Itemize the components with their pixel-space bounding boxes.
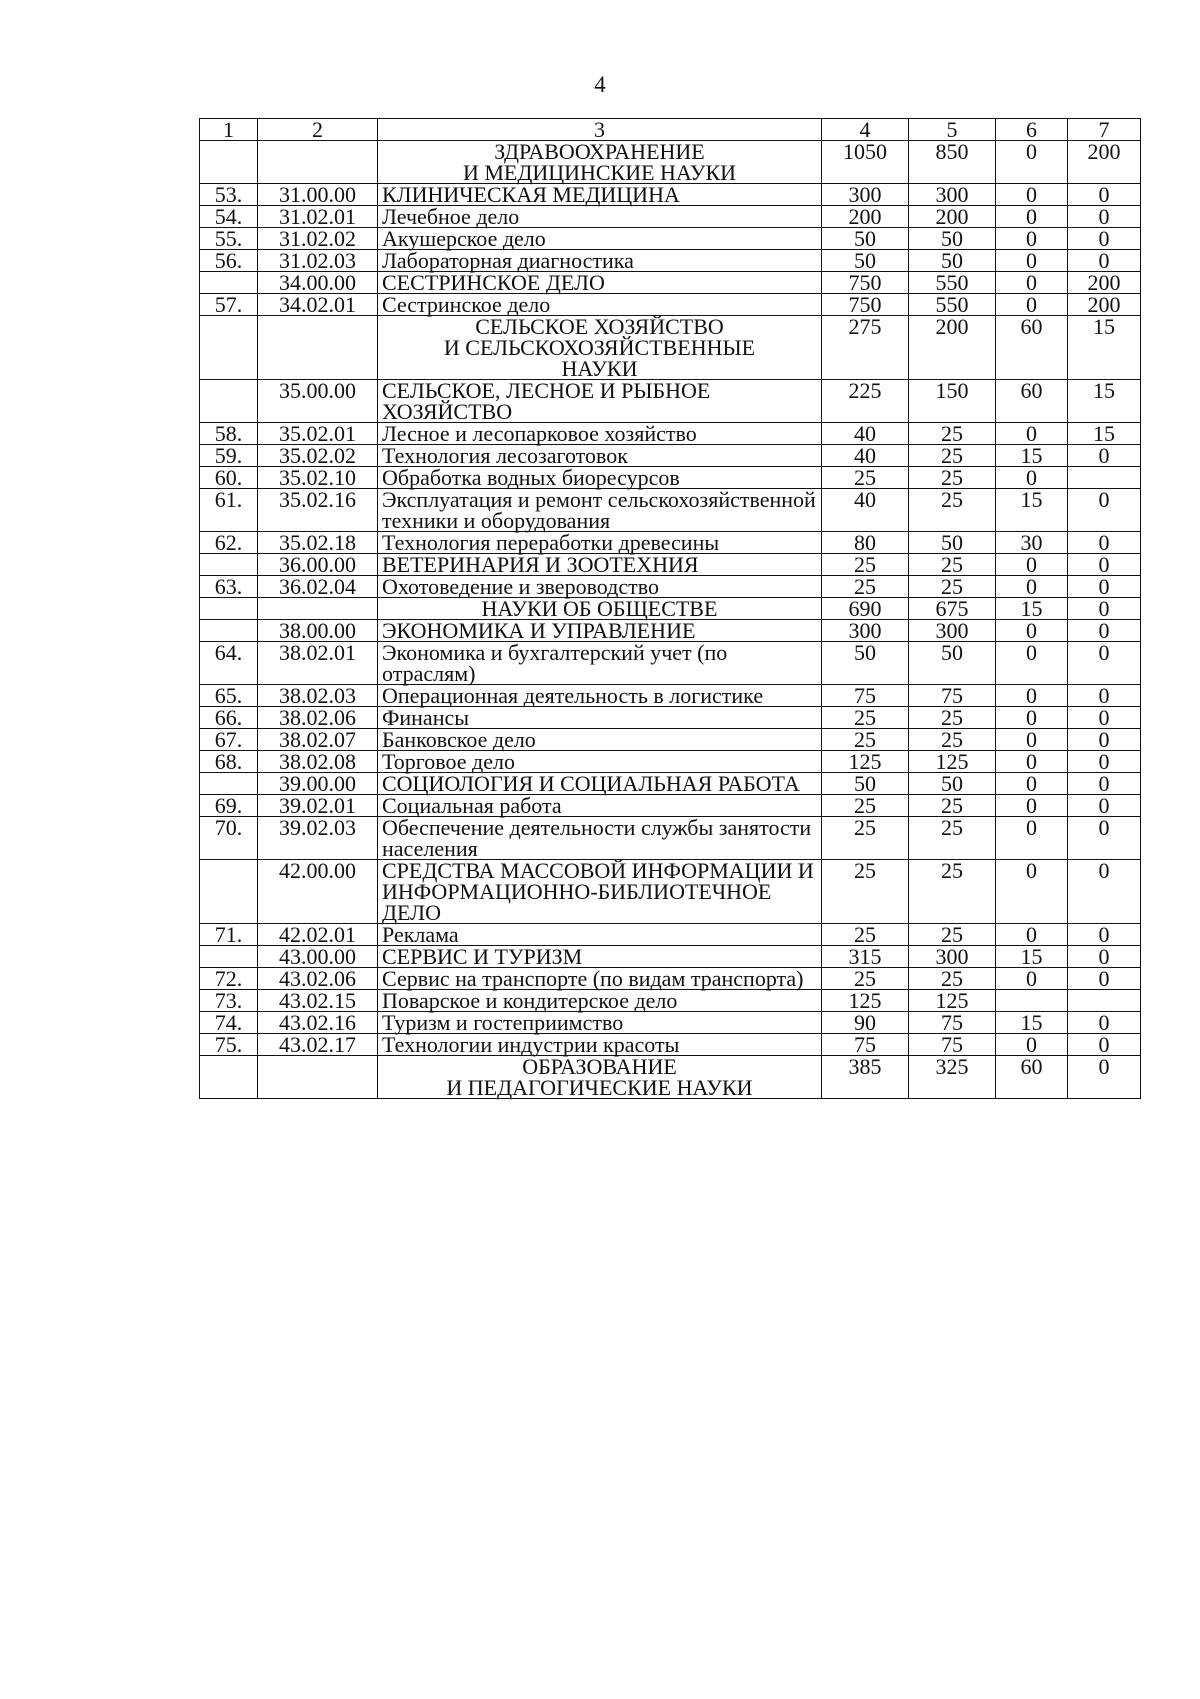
row-code-cell: 35.02.02 xyxy=(258,445,378,467)
row-value-cell-4: 25 xyxy=(822,924,909,946)
row-code-cell: 38.02.06 xyxy=(258,707,378,729)
row-name-cell: Финансы xyxy=(378,707,822,729)
row-value-cell-4: 750 xyxy=(822,272,909,294)
row-code-cell: 43.02.17 xyxy=(258,1034,378,1056)
row-value-cell-7: 0 xyxy=(1068,924,1141,946)
row-value-cell-7: 0 xyxy=(1068,1056,1141,1099)
row-value-cell-7: 0 xyxy=(1068,184,1141,206)
row-value-cell-6: 0 xyxy=(996,250,1068,272)
row-value-cell-7: 0 xyxy=(1068,445,1141,467)
row-value-cell-6: 0 xyxy=(996,751,1068,773)
row-name-cell: НАУКИ ОБ ОБЩЕСТВЕ xyxy=(378,598,822,620)
table-row xyxy=(200,141,1141,184)
row-value-cell-6: 0 xyxy=(996,685,1068,707)
row-code-cell: 43.00.00 xyxy=(258,946,378,968)
table-row xyxy=(200,598,1141,620)
row-value-cell-4: 25 xyxy=(822,554,909,576)
row-value-cell-7: 0 xyxy=(1068,946,1141,968)
row-name-cell: Лабораторная диагностика xyxy=(378,250,822,272)
table-row xyxy=(200,1056,1141,1099)
row-number-cell xyxy=(200,554,258,576)
row-value-cell-5: 200 xyxy=(909,206,996,228)
row-value-cell-4: 200 xyxy=(822,206,909,228)
row-code-cell: 35.02.10 xyxy=(258,467,378,489)
allocation-table xyxy=(199,118,1141,1099)
row-code-cell: 42.00.00 xyxy=(258,860,378,924)
row-value-cell-5: 150 xyxy=(909,380,996,423)
row-value-cell-7: 0 xyxy=(1068,228,1141,250)
row-code-cell: 35.02.18 xyxy=(258,532,378,554)
table-row xyxy=(200,380,1141,423)
row-number-cell: 67. xyxy=(200,729,258,751)
row-value-cell-5: 300 xyxy=(909,620,996,642)
row-value-cell-6: 0 xyxy=(996,924,1068,946)
row-number-cell: 61. xyxy=(200,489,258,532)
row-value-cell-7: 0 xyxy=(1068,576,1141,598)
table-row xyxy=(200,1034,1141,1056)
row-value-cell-7: 0 xyxy=(1068,1012,1141,1034)
table-row xyxy=(200,467,1141,489)
row-name-cell: СЕРВИС И ТУРИЗМ xyxy=(378,946,822,968)
row-value-cell-5: 50 xyxy=(909,228,996,250)
row-number-cell: 71. xyxy=(200,924,258,946)
header-cell: 5 xyxy=(909,119,996,141)
row-name-cell: Лесное и лесопарковое хозяйство xyxy=(378,423,822,445)
row-number-cell xyxy=(200,1056,258,1099)
table-row xyxy=(200,554,1141,576)
row-value-cell-7: 15 xyxy=(1068,380,1141,423)
table-row xyxy=(200,576,1141,598)
header-cell: 4 xyxy=(822,119,909,141)
table-row xyxy=(200,968,1141,990)
row-code-cell: 31.02.02 xyxy=(258,228,378,250)
row-value-cell-7: 0 xyxy=(1068,642,1141,685)
row-code-cell: 31.02.01 xyxy=(258,206,378,228)
row-code-cell: 42.02.01 xyxy=(258,924,378,946)
row-value-cell-5: 25 xyxy=(909,707,996,729)
row-code-cell: 38.00.00 xyxy=(258,620,378,642)
row-name-cell: Сервис на транспорте (по видам транспорта) xyxy=(378,968,822,990)
row-name-cell: СЕЛЬСКОЕ ХОЗЯЙСТВО И СЕЛЬСКОХОЗЯЙСТВЕННЫЕ НАУКИ xyxy=(378,316,822,380)
row-name-cell: Эксплуатация и ремонт сельскохозяйственной техники и оборудования xyxy=(378,489,822,532)
row-value-cell-6: 0 xyxy=(996,1034,1068,1056)
table-row xyxy=(200,924,1141,946)
row-code-cell: 35.02.01 xyxy=(258,423,378,445)
row-code-cell xyxy=(258,141,378,184)
row-number-cell xyxy=(200,773,258,795)
row-value-cell-6 xyxy=(996,990,1068,1012)
row-value-cell-4: 90 xyxy=(822,1012,909,1034)
row-value-cell-6: 0 xyxy=(996,707,1068,729)
row-name-cell: ОБРАЗОВАНИЕ И ПЕДАГОГИЧЕСКИЕ НАУКИ xyxy=(378,1056,822,1099)
table-header-row xyxy=(200,119,1141,141)
row-value-cell-7: 0 xyxy=(1068,598,1141,620)
row-value-cell-6: 0 xyxy=(996,228,1068,250)
row-value-cell-4: 50 xyxy=(822,773,909,795)
row-name-cell: Операционная деятельность в логистике xyxy=(378,685,822,707)
row-value-cell-5: 75 xyxy=(909,1012,996,1034)
row-name-cell: СРЕДСТВА МАССОВОЙ ИНФОРМАЦИИ И ИНФОРМАЦИОННО-БИБЛИОТЕЧНОЕ ДЕЛО xyxy=(378,860,822,924)
table-row xyxy=(200,620,1141,642)
table-row xyxy=(200,272,1141,294)
row-value-cell-7: 0 xyxy=(1068,707,1141,729)
row-number-cell xyxy=(200,598,258,620)
row-value-cell-7: 0 xyxy=(1068,620,1141,642)
row-value-cell-4: 1050 xyxy=(822,141,909,184)
row-number-cell: 75. xyxy=(200,1034,258,1056)
table-row xyxy=(200,1012,1141,1034)
row-value-cell-7: 15 xyxy=(1068,316,1141,380)
row-value-cell-6: 15 xyxy=(996,1012,1068,1034)
row-value-cell-6: 15 xyxy=(996,489,1068,532)
row-name-cell: Лечебное дело xyxy=(378,206,822,228)
row-value-cell-5: 850 xyxy=(909,141,996,184)
row-name-cell: Торговое дело xyxy=(378,751,822,773)
row-number-cell xyxy=(200,272,258,294)
table-row xyxy=(200,532,1141,554)
row-value-cell-7: 0 xyxy=(1068,489,1141,532)
row-number-cell: 69. xyxy=(200,795,258,817)
row-value-cell-5: 550 xyxy=(909,272,996,294)
row-name-cell: Технологии индустрии красоты xyxy=(378,1034,822,1056)
row-name-cell: Технология лесозаготовок xyxy=(378,445,822,467)
row-name-cell: ВЕТЕРИНАРИЯ И ЗООТЕХНИЯ xyxy=(378,554,822,576)
row-name-cell: СЕЛЬСКОЕ, ЛЕСНОЕ И РЫБНОЕ ХОЗЯЙСТВО xyxy=(378,380,822,423)
row-name-cell: КЛИНИЧЕСКАЯ МЕДИЦИНА xyxy=(378,184,822,206)
row-value-cell-5: 25 xyxy=(909,924,996,946)
table-row xyxy=(200,990,1141,1012)
row-value-cell-4: 25 xyxy=(822,729,909,751)
row-code-cell: 38.02.08 xyxy=(258,751,378,773)
row-name-cell: Туризм и гостеприимство xyxy=(378,1012,822,1034)
row-code-cell: 36.02.04 xyxy=(258,576,378,598)
row-number-cell: 66. xyxy=(200,707,258,729)
row-value-cell-4: 25 xyxy=(822,968,909,990)
row-value-cell-6: 0 xyxy=(996,795,1068,817)
row-value-cell-5: 25 xyxy=(909,423,996,445)
row-code-cell: 36.00.00 xyxy=(258,554,378,576)
row-value-cell-5: 25 xyxy=(909,467,996,489)
row-value-cell-4: 75 xyxy=(822,685,909,707)
row-name-cell: СОЦИОЛОГИЯ И СОЦИАЛЬНАЯ РАБОТА xyxy=(378,773,822,795)
row-value-cell-4: 25 xyxy=(822,576,909,598)
row-value-cell-5: 300 xyxy=(909,184,996,206)
table-row xyxy=(200,294,1141,316)
row-value-cell-7: 0 xyxy=(1068,795,1141,817)
row-value-cell-4: 275 xyxy=(822,316,909,380)
row-number-cell xyxy=(200,316,258,380)
row-number-cell xyxy=(200,620,258,642)
row-number-cell: 74. xyxy=(200,1012,258,1034)
table-row xyxy=(200,642,1141,685)
row-value-cell-6: 60 xyxy=(996,380,1068,423)
header-cell: 6 xyxy=(996,119,1068,141)
row-code-cell: 31.02.03 xyxy=(258,250,378,272)
row-value-cell-6: 0 xyxy=(996,642,1068,685)
row-name-cell: СЕСТРИНСКОЕ ДЕЛО xyxy=(378,272,822,294)
row-number-cell: 72. xyxy=(200,968,258,990)
row-value-cell-5: 25 xyxy=(909,729,996,751)
header-cell: 7 xyxy=(1068,119,1141,141)
row-value-cell-4: 50 xyxy=(822,642,909,685)
row-value-cell-7: 0 xyxy=(1068,751,1141,773)
row-value-cell-5: 25 xyxy=(909,860,996,924)
row-value-cell-4: 25 xyxy=(822,817,909,860)
row-value-cell-4: 385 xyxy=(822,1056,909,1099)
row-value-cell-5: 125 xyxy=(909,990,996,1012)
table-row xyxy=(200,685,1141,707)
row-code-cell: 43.02.15 xyxy=(258,990,378,1012)
row-value-cell-4: 750 xyxy=(822,294,909,316)
row-number-cell: 64. xyxy=(200,642,258,685)
row-value-cell-4: 690 xyxy=(822,598,909,620)
row-value-cell-7: 0 xyxy=(1068,685,1141,707)
row-value-cell-7: 0 xyxy=(1068,773,1141,795)
header-cell: 2 xyxy=(258,119,378,141)
row-code-cell: 43.02.06 xyxy=(258,968,378,990)
row-number-cell: 60. xyxy=(200,467,258,489)
table-row xyxy=(200,946,1141,968)
table-row xyxy=(200,316,1141,380)
table-row xyxy=(200,250,1141,272)
row-value-cell-4: 50 xyxy=(822,228,909,250)
row-number-cell: 63. xyxy=(200,576,258,598)
row-value-cell-6: 0 xyxy=(996,576,1068,598)
row-number-cell: 68. xyxy=(200,751,258,773)
row-name-cell: Банковское дело xyxy=(378,729,822,751)
row-name-cell: Социальная работа xyxy=(378,795,822,817)
row-value-cell-4: 40 xyxy=(822,423,909,445)
row-number-cell xyxy=(200,860,258,924)
row-value-cell-4: 125 xyxy=(822,751,909,773)
header-cell: 3 xyxy=(378,119,822,141)
table-row xyxy=(200,445,1141,467)
row-value-cell-5: 25 xyxy=(909,445,996,467)
row-name-cell: ЭКОНОМИКА И УПРАВЛЕНИЕ xyxy=(378,620,822,642)
row-code-cell: 38.02.03 xyxy=(258,685,378,707)
row-value-cell-5: 50 xyxy=(909,773,996,795)
row-number-cell: 57. xyxy=(200,294,258,316)
row-value-cell-4: 315 xyxy=(822,946,909,968)
row-value-cell-4: 50 xyxy=(822,250,909,272)
row-value-cell-5: 50 xyxy=(909,532,996,554)
row-name-cell: Обработка водных биоресурсов xyxy=(378,467,822,489)
row-value-cell-6: 0 xyxy=(996,968,1068,990)
table-row xyxy=(200,860,1141,924)
row-value-cell-7: 0 xyxy=(1068,968,1141,990)
row-name-cell: Поварское и кондитерское дело xyxy=(378,990,822,1012)
header-cell: 1 xyxy=(200,119,258,141)
row-value-cell-6: 0 xyxy=(996,184,1068,206)
row-value-cell-6: 0 xyxy=(996,860,1068,924)
row-value-cell-7: 0 xyxy=(1068,532,1141,554)
row-number-cell: 59. xyxy=(200,445,258,467)
table-row xyxy=(200,423,1141,445)
row-value-cell-7 xyxy=(1068,467,1141,489)
row-code-cell xyxy=(258,1056,378,1099)
row-number-cell: 54. xyxy=(200,206,258,228)
row-value-cell-7: 0 xyxy=(1068,729,1141,751)
row-value-cell-5: 75 xyxy=(909,1034,996,1056)
row-code-cell: 39.02.03 xyxy=(258,817,378,860)
table-row xyxy=(200,751,1141,773)
row-value-cell-4: 25 xyxy=(822,860,909,924)
row-value-cell-6: 15 xyxy=(996,946,1068,968)
row-name-cell: Экономика и бухгалтерский учет (по отраслям) xyxy=(378,642,822,685)
row-value-cell-6: 0 xyxy=(996,620,1068,642)
table-row xyxy=(200,729,1141,751)
row-code-cell: 39.02.01 xyxy=(258,795,378,817)
row-number-cell xyxy=(200,141,258,184)
row-value-cell-6: 0 xyxy=(996,141,1068,184)
row-code-cell: 38.02.07 xyxy=(258,729,378,751)
row-value-cell-6: 60 xyxy=(996,1056,1068,1099)
row-value-cell-5: 25 xyxy=(909,489,996,532)
row-value-cell-4: 300 xyxy=(822,620,909,642)
row-value-cell-7: 0 xyxy=(1068,206,1141,228)
row-value-cell-4: 300 xyxy=(822,184,909,206)
row-code-cell: 31.00.00 xyxy=(258,184,378,206)
row-value-cell-4: 80 xyxy=(822,532,909,554)
row-value-cell-5: 75 xyxy=(909,685,996,707)
table-row xyxy=(200,184,1141,206)
row-value-cell-7: 0 xyxy=(1068,817,1141,860)
row-value-cell-5: 200 xyxy=(909,316,996,380)
row-value-cell-7: 200 xyxy=(1068,272,1141,294)
row-value-cell-6: 0 xyxy=(996,206,1068,228)
row-value-cell-5: 25 xyxy=(909,576,996,598)
row-number-cell: 65. xyxy=(200,685,258,707)
row-name-cell: Сестринское дело xyxy=(378,294,822,316)
row-value-cell-4: 25 xyxy=(822,795,909,817)
row-number-cell: 58. xyxy=(200,423,258,445)
row-name-cell: Акушерское дело xyxy=(378,228,822,250)
row-value-cell-6: 0 xyxy=(996,294,1068,316)
row-value-cell-5: 300 xyxy=(909,946,996,968)
row-number-cell: 70. xyxy=(200,817,258,860)
table-row xyxy=(200,489,1141,532)
table-row xyxy=(200,817,1141,860)
row-code-cell xyxy=(258,598,378,620)
row-value-cell-7: 0 xyxy=(1068,860,1141,924)
row-number-cell: 73. xyxy=(200,990,258,1012)
row-value-cell-5: 25 xyxy=(909,968,996,990)
row-value-cell-6: 0 xyxy=(996,773,1068,795)
row-value-cell-6: 0 xyxy=(996,554,1068,576)
row-value-cell-6: 15 xyxy=(996,445,1068,467)
row-value-cell-7 xyxy=(1068,990,1141,1012)
row-value-cell-7: 0 xyxy=(1068,250,1141,272)
row-value-cell-7: 0 xyxy=(1068,554,1141,576)
row-code-cell: 34.00.00 xyxy=(258,272,378,294)
row-value-cell-5: 25 xyxy=(909,554,996,576)
row-value-cell-4: 125 xyxy=(822,990,909,1012)
row-value-cell-6: 0 xyxy=(996,272,1068,294)
row-value-cell-6: 0 xyxy=(996,729,1068,751)
table-row xyxy=(200,707,1141,729)
row-code-cell xyxy=(258,316,378,380)
row-number-cell: 56. xyxy=(200,250,258,272)
row-code-cell: 34.02.01 xyxy=(258,294,378,316)
row-value-cell-4: 40 xyxy=(822,445,909,467)
row-value-cell-5: 125 xyxy=(909,751,996,773)
row-value-cell-5: 550 xyxy=(909,294,996,316)
row-number-cell: 62. xyxy=(200,532,258,554)
row-value-cell-5: 25 xyxy=(909,817,996,860)
row-number-cell xyxy=(200,946,258,968)
row-value-cell-5: 50 xyxy=(909,250,996,272)
row-value-cell-7: 0 xyxy=(1068,1034,1141,1056)
row-name-cell: ЗДРАВООХРАНЕНИЕ И МЕДИЦИНСКИЕ НАУКИ xyxy=(378,141,822,184)
row-value-cell-6: 0 xyxy=(996,423,1068,445)
page-number: 4 xyxy=(594,72,606,97)
row-value-cell-6: 60 xyxy=(996,316,1068,380)
row-value-cell-4: 40 xyxy=(822,489,909,532)
row-code-cell: 35.00.00 xyxy=(258,380,378,423)
row-code-cell: 35.02.16 xyxy=(258,489,378,532)
row-value-cell-6: 0 xyxy=(996,467,1068,489)
row-code-cell: 39.00.00 xyxy=(258,773,378,795)
row-value-cell-5: 50 xyxy=(909,642,996,685)
row-value-cell-7: 200 xyxy=(1068,294,1141,316)
row-value-cell-5: 325 xyxy=(909,1056,996,1099)
row-value-cell-4: 75 xyxy=(822,1034,909,1056)
table-row xyxy=(200,795,1141,817)
row-value-cell-7: 200 xyxy=(1068,141,1141,184)
table-row xyxy=(200,228,1141,250)
row-value-cell-5: 675 xyxy=(909,598,996,620)
row-name-cell: Реклама xyxy=(378,924,822,946)
row-code-cell: 38.02.01 xyxy=(258,642,378,685)
row-value-cell-4: 225 xyxy=(822,380,909,423)
row-number-cell: 55. xyxy=(200,228,258,250)
row-name-cell: Обеспечение деятельности службы занятости населения xyxy=(378,817,822,860)
row-value-cell-4: 25 xyxy=(822,467,909,489)
table-row xyxy=(200,773,1141,795)
row-value-cell-6: 30 xyxy=(996,532,1068,554)
row-value-cell-5: 25 xyxy=(909,795,996,817)
row-value-cell-4: 25 xyxy=(822,707,909,729)
row-value-cell-6: 15 xyxy=(996,598,1068,620)
table-row xyxy=(200,206,1141,228)
row-number-cell: 53. xyxy=(200,184,258,206)
row-value-cell-7: 15 xyxy=(1068,423,1141,445)
row-value-cell-6: 0 xyxy=(996,817,1068,860)
row-name-cell: Охотоведение и звероводство xyxy=(378,576,822,598)
row-number-cell xyxy=(200,380,258,423)
row-name-cell: Технология переработки древесины xyxy=(378,532,822,554)
row-code-cell: 43.02.16 xyxy=(258,1012,378,1034)
